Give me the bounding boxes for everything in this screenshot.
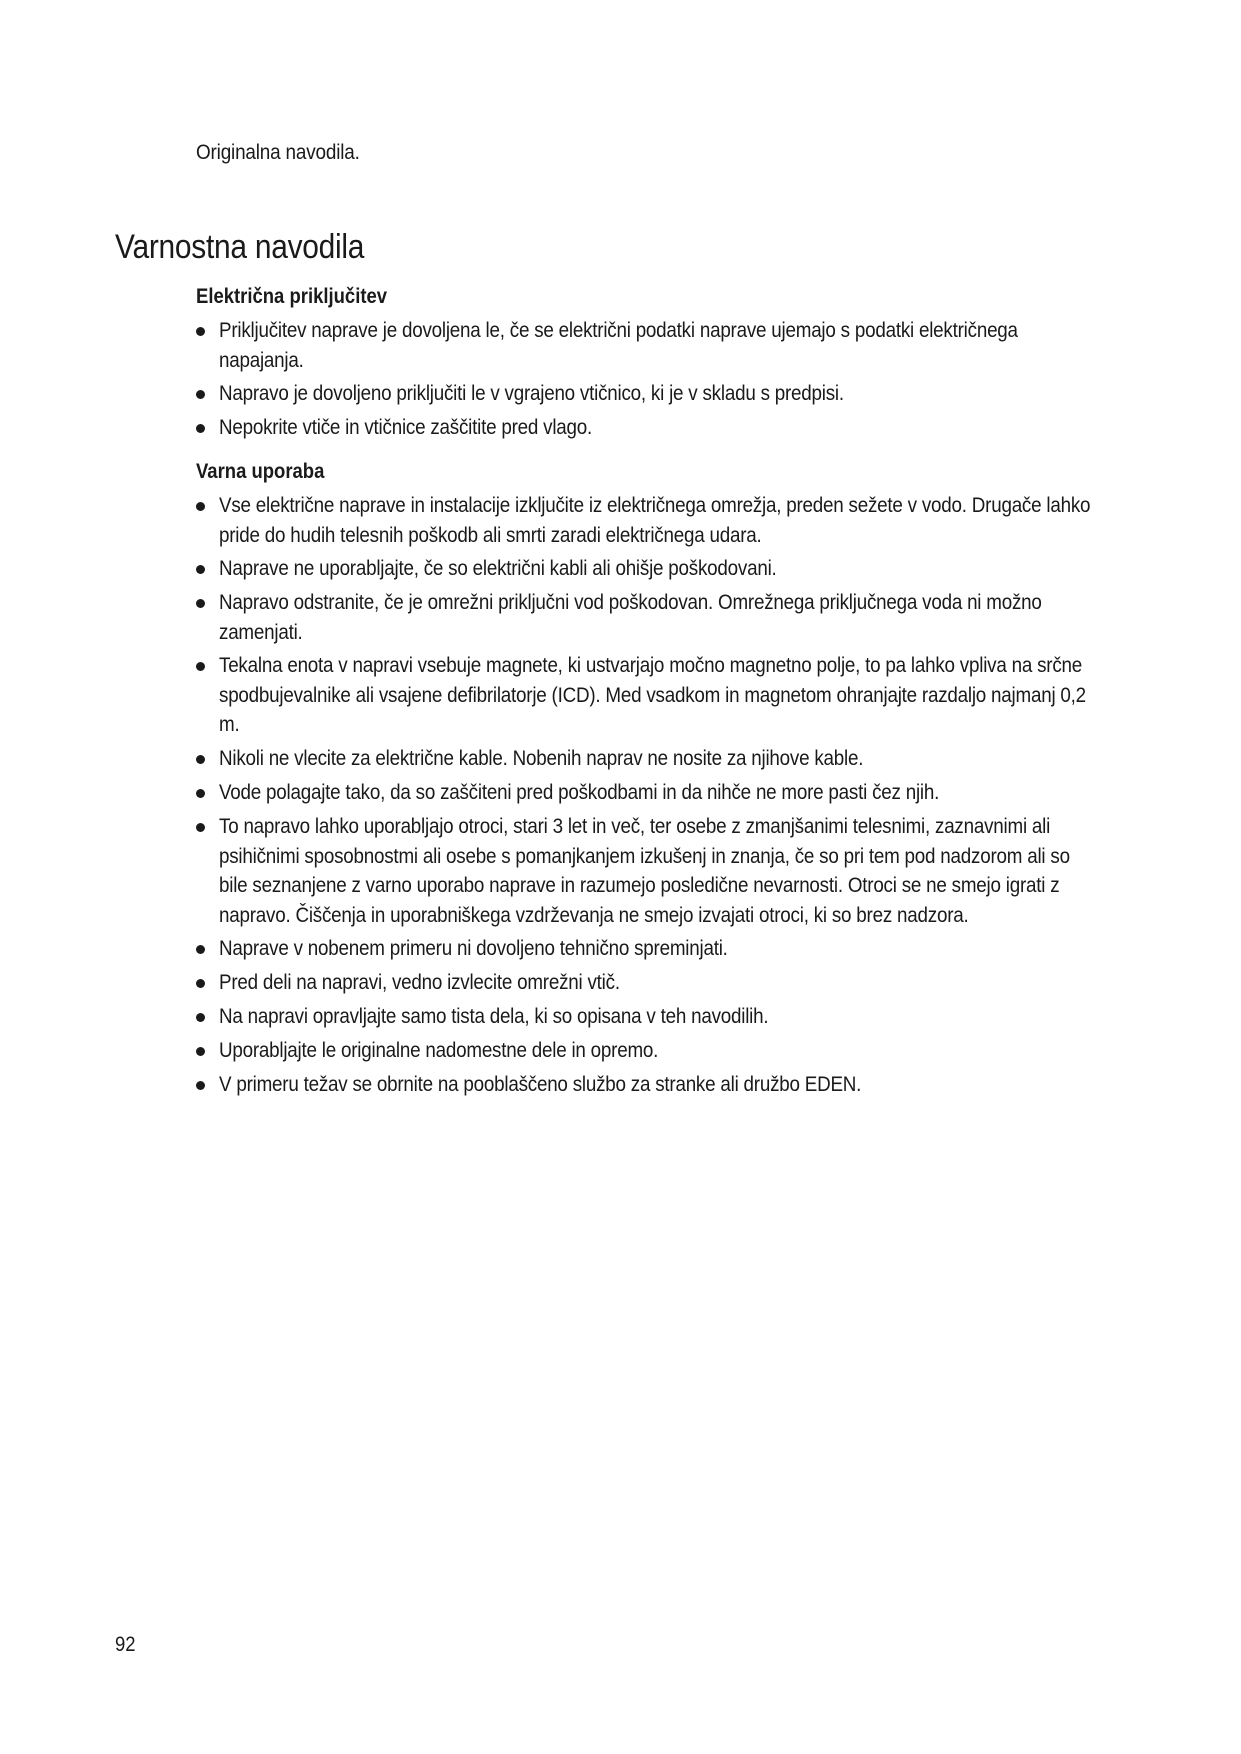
page-number: 92 (115, 1633, 136, 1656)
bullet-icon (196, 565, 205, 574)
bullet-icon (196, 789, 205, 798)
bullet-icon (196, 424, 205, 433)
section-safe-use (196, 457, 1156, 1100)
list-item-text: V primeru težav se obrnite na pooblaščeno službo za stranke ali družbo EDEN. (219, 1072, 862, 1096)
list-item (196, 1036, 1156, 1066)
list-item (196, 1002, 1156, 1032)
list-item (196, 651, 1156, 740)
list-item-text: Tekalna enota v napravi vsebuje magnete, ki ustvarjajo močno magnetno polje, to pa lahko vpliva na srčne spodbujevalnike ali vsajene defibrilatorje (ICD). Med vsadkom in magnetom ohranjajte razdaljo najmanj 0,2 m. (219, 653, 1086, 736)
list-item-text: Vse električne naprave in instalacije izključite iz električnega omrežja, preden sežete v vodo. Drugače lahko pride do hudih telesnih poškodb ali smrti zaradi električnega udara. (219, 493, 1091, 547)
list-item-text: Naprave v nobenem primeru ni dovoljeno tehnično spreminjati. (219, 936, 728, 960)
bullet-icon (196, 979, 205, 988)
section-heading: Varna uporaba (196, 460, 325, 483)
list-item-text: Uporabljajte le originalne nadomestne dele in opremo. (219, 1038, 659, 1062)
bullet-icon (196, 1013, 205, 1022)
bullet-icon (196, 599, 205, 608)
bullet-icon (196, 662, 205, 671)
list-item (196, 379, 1156, 409)
list-item (196, 554, 1156, 584)
list-item (196, 491, 1156, 550)
bullet-list (196, 316, 1156, 443)
list-item (196, 744, 1156, 774)
list-item (196, 588, 1156, 647)
list-item-text: Nepokrite vtiče in vtičnice zaščitite pred vlago. (219, 415, 593, 439)
list-item-text: Vode polagajte tako, da so zaščiteni pred poškodbami in da nihče ne more pasti čez njih. (219, 780, 940, 804)
list-item-text: Pred deli na napravi, vedno izvlecite omrežni vtič. (219, 970, 620, 994)
bullet-list (196, 491, 1156, 1100)
bullet-icon (196, 1047, 205, 1056)
bullet-icon (196, 755, 205, 764)
safety-content (196, 282, 1156, 1104)
list-item-text: Nikoli ne vlecite za električne kable. Nobenih naprav ne nosite za njihove kable. (219, 746, 864, 770)
list-item (196, 1070, 1156, 1100)
section-heading: Električna priključitev (196, 285, 388, 308)
list-item (196, 413, 1156, 443)
list-item-text: Napravo je dovoljeno priključiti le v vgrajeno vtičnico, ki je v skladu s predpisi. (219, 381, 844, 405)
bullet-icon (196, 823, 205, 832)
bullet-icon (196, 390, 205, 399)
list-item-text: Na napravi opravljajte samo tista dela, ki so opisana v teh navodilih. (219, 1004, 769, 1028)
list-item (196, 316, 1156, 375)
list-item (196, 778, 1156, 808)
bullet-icon (196, 1081, 205, 1090)
list-item-text: To napravo lahko uporabljajo otroci, stari 3 let in več, ter osebe z zmanjšanimi telesnimi, zaznavnimi ali psihičnimi sposobnostmi ali osebe s pomanjkanjem izkušenj in znanja, če so pri tem pod nadzorom ali so bile seznanjene z varno uporabo naprave in razumejo posledične nevarnosti. Otroci se ne smejo igrati z napravo. Čiščenja in uporabniškega vzdrževanja ne smejo izvajati otroci, ki so brez nadzora. (219, 814, 1070, 927)
intro-text: Originalna navodila. (196, 140, 360, 164)
bullet-icon (196, 502, 205, 511)
list-item-text: Napravo odstranite, če je omrežni priključni vod poškodovan. Omrežnega priključnega voda ni možno zamenjati. (219, 590, 1042, 644)
section-electrical-connection (196, 282, 1156, 443)
page-title: Varnostna navodila (115, 228, 365, 266)
bullet-icon (196, 945, 205, 954)
list-item-text: Naprave ne uporabljajte, če so električni kabli ali ohišje poškodovani. (219, 556, 777, 580)
list-item (196, 812, 1156, 930)
list-item (196, 934, 1156, 964)
list-item (196, 968, 1156, 998)
list-item-text: Priključitev naprave je dovoljena le, če se električni podatki naprave ujemajo s podatki električnega napajanja. (219, 318, 1018, 372)
bullet-icon (196, 327, 205, 336)
